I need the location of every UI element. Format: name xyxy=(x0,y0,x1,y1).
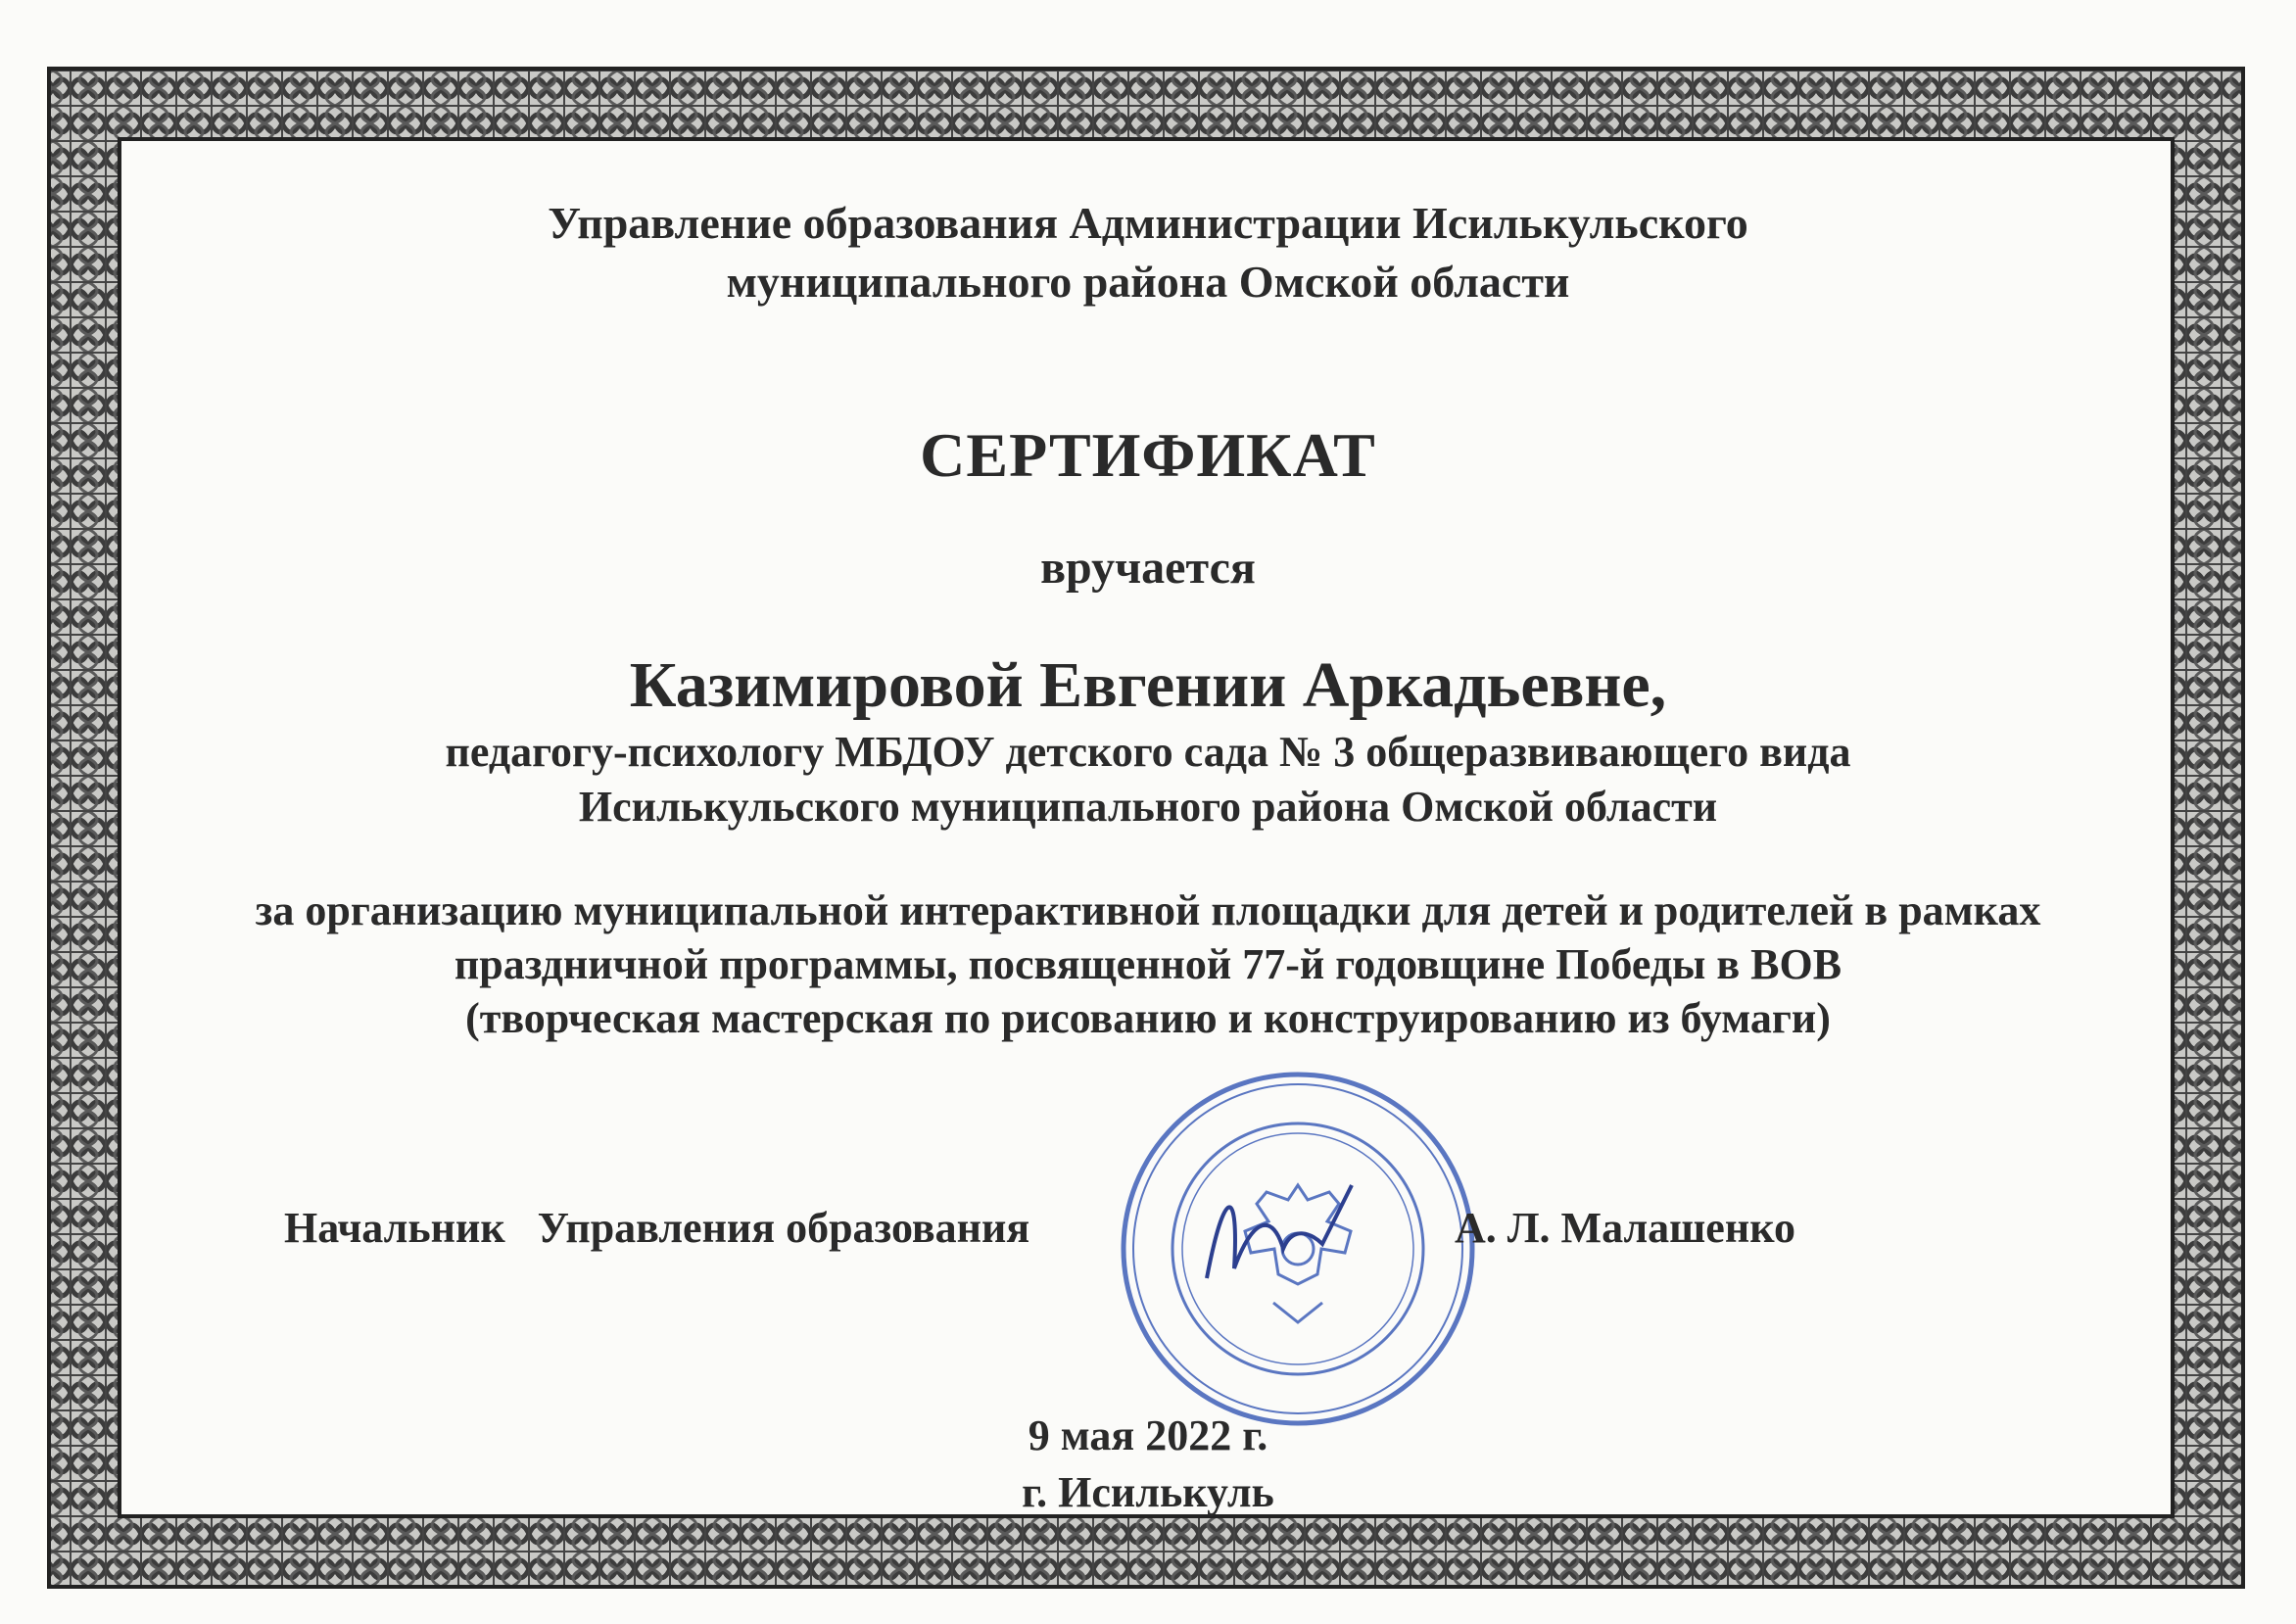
official-seal-stamp xyxy=(1117,1068,1479,1430)
reason-line-3: (творческая мастерская по рисованию и конструированию из бумаги) xyxy=(465,994,1831,1042)
reason-line-1: за организацию муниципальной интерактивной площадки для детей и родителей в рамках xyxy=(255,886,2041,934)
org-line-2: муниципального района Омской области xyxy=(726,257,1570,307)
issuing-organization xyxy=(0,194,2296,311)
position-line-2: Исилькульского муниципального района Омской области xyxy=(578,783,1718,831)
signatory-name: А. Л. Малашенко xyxy=(1455,1204,1795,1252)
reason-line-2: праздничной программы, посвященной 77-й годовщине Победы в ВОВ xyxy=(454,940,1842,988)
presented-to-label: вручается xyxy=(1040,542,1256,594)
position-line-1: педагогу-психологу МБДОУ детского сада № 3 общеразвивающего вида xyxy=(445,728,1851,776)
award-reason xyxy=(0,884,2296,1045)
org-line-1: Управление образования Администрации Исилькульского xyxy=(548,198,1748,248)
certificate-title: СЕРТИФИКАТ xyxy=(920,420,1376,490)
recipient-position xyxy=(0,725,2296,835)
recipient-name: Казимировой Евгении Аркадьевне, xyxy=(629,649,1667,721)
issue-city: г. Исилькуль xyxy=(1022,1468,1274,1516)
signatory-role: Начальник Управления образования xyxy=(284,1204,1030,1252)
issue-date: 9 мая 2022 г. xyxy=(1028,1411,1268,1459)
